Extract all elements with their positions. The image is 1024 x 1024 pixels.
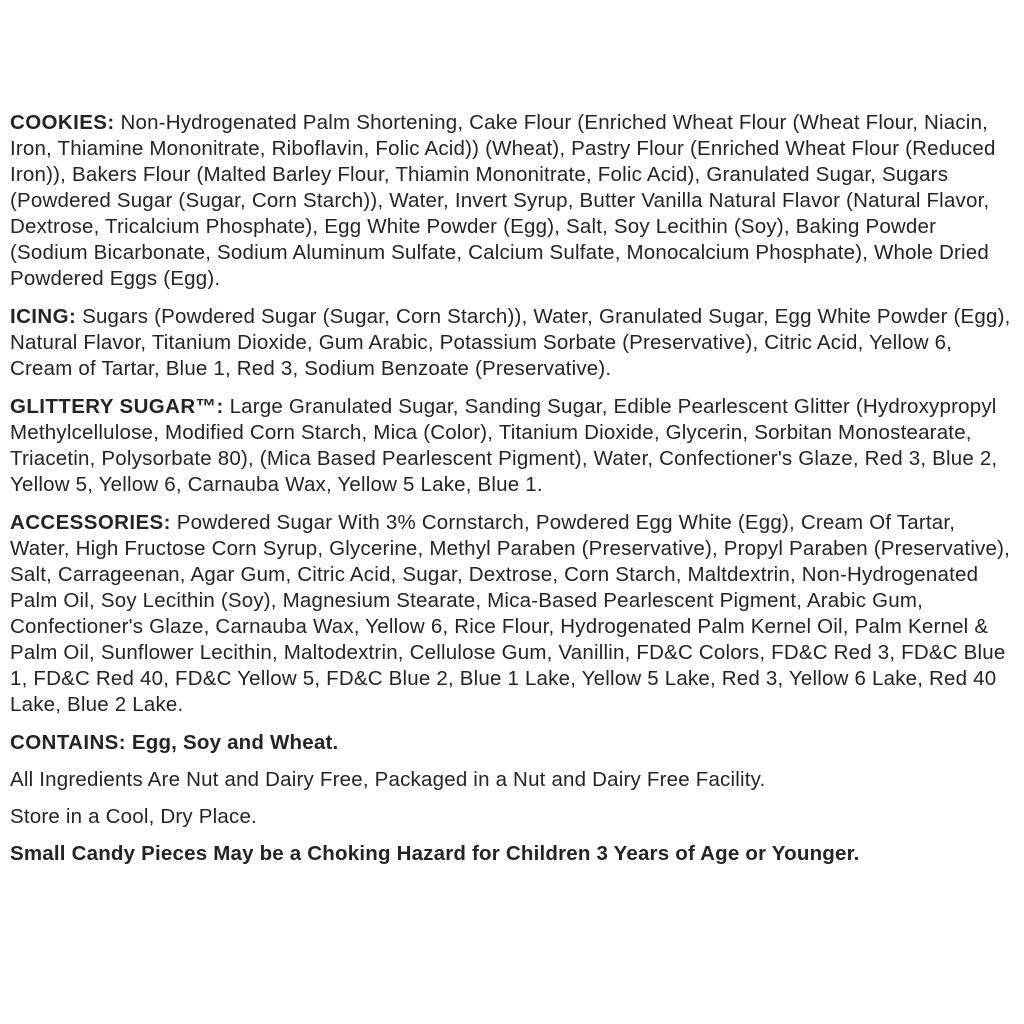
section-cookies-body: Non-Hydrogenated Palm Shortening, Cake Flour (Enriched Wheat Flour (Wheat Flour, Niacin, Iron, Thiamine Mononitrate, Riboflavin, Folic Acid)) (Wheat), Pastry Flour (Enriched Wheat Flour (Reduced Iron)), Bakers Flour (Malted Barley Flour, Thiamin Mononitrate, Folic Acid), Granulated Sugar, Sugars (Powdered Sugar (Sugar, Corn Starch)), Water, Invert Syrup, Butter Vanilla Natural Flavor (Natural Flavor, Dextrose, Tricalcium Phosphate), Egg White Powder (Egg), Salt, Soy Lecithin (Soy), Baking Powder (Sodium Bicarbonate, Sodium Aluminum Sulfate, Calcium Sulfate, Monocalcium Phosphate), Whole Dried Powdered Eggs (Egg). (10, 111, 996, 290)
contains-statement (10, 730, 1016, 756)
section-accessories (10, 510, 1016, 718)
section-icing (10, 304, 1016, 382)
section-glittery-sugar-body: Large Granulated Sugar, Sanding Sugar, Edible Pearlescent Glitter (Hydroxypropyl Methylcellulose, Modified Corn Starch, Mica (Color), Titanium Dioxide, Glycerin, Sorbitan Monostearate, Triacetin, Polysorbate 80), (Mica Based Pearlescent Pigment), Water, Confectioner's Glaze, Red 3, Blue 2, Yellow 5, Yellow 6, Carnauba Wax, Yellow 5 Lake, Blue 1. (10, 395, 998, 496)
section-cookies-heading: COOKIES: (10, 111, 115, 134)
section-glittery-sugar-heading: GLITTERY SUGAR™: (10, 395, 224, 418)
section-icing-heading: ICING: (10, 305, 77, 328)
contains-heading: CONTAINS: (10, 731, 126, 754)
contains-body: Egg, Soy and Wheat. (125, 731, 339, 754)
section-icing-body: Sugars (Powdered Sugar (Sugar, Corn Starch)), Water, Granulated Sugar, Egg White Powder (Egg), Natural Flavor, Titanium Dioxide, Gum Arabic, Potassium Sorbate (Preservative), Citric Acid, Yellow 6, Cream of Tartar, Blue 1, Red 3, Sodium Benzoate (Preservative). (10, 305, 1011, 380)
choking-hazard-warning: Small Candy Pieces May be a Choking Hazard for Children 3 Years of Age or Younger. (10, 842, 860, 865)
section-accessories-heading: ACCESSORIES: (10, 511, 171, 534)
section-cookies (10, 110, 1016, 292)
section-accessories-body: Powdered Sugar With 3% Cornstarch, Powdered Egg White (Egg), Cream Of Tartar, Water, High Fructose Corn Syrup, Glycerine, Methyl Paraben (Preservative), Propyl Paraben (Preservative), Salt, Carrageenan, Agar Gum, Citric Acid, Sugar, Dextrose, Corn Starch, Maltdextrin, Non-Hydrogenated Palm Oil, Soy Lecithin (Soy), Magnesium Stearate, Mica-Based Pearlescent Pigment, Arabic Gum, Confectioner's Glaze, Carnauba Wax, Yellow 6, Rice Flour, Hydrogenated Palm Kernel Oil, Palm Kernel & Palm Oil, Sunflower Lecithin, Maltodextrin, Cellulose Gum, Vanillin, FD&C Colors, FD&C Red 3, FD&C Blue 1, FD&C Red 40, FD&C Yellow 5, FD&C Blue 2, Blue 1 Lake, Yellow 5 Lake, Red 3, Yellow 6 Lake, Red 40 Lake, Blue 2 Lake. (10, 511, 1011, 716)
storage-note: Store in a Cool, Dry Place. (10, 805, 257, 828)
allergen-free-note: All Ingredients Are Nut and Dairy Free, Packaged in a Nut and Dairy Free Facility. (10, 768, 766, 791)
section-glittery-sugar (10, 394, 1016, 498)
